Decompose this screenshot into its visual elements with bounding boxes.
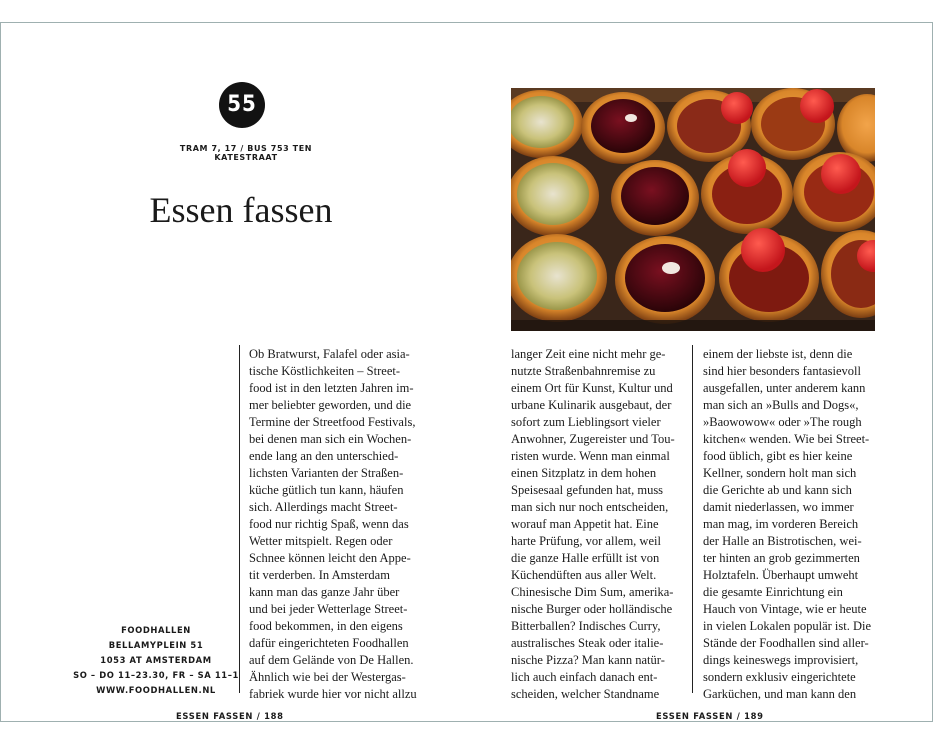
text-line: sondern exklusiv eingerichtete xyxy=(703,670,856,684)
text-line: food ist in den letzten Jahren im- xyxy=(249,381,414,395)
text-line: ter hinten an grob gezimmerten xyxy=(703,551,860,565)
text-line: harte Prüfung, vor allem, weil xyxy=(511,534,661,548)
left-text-column xyxy=(249,346,421,703)
tartlets-image xyxy=(511,88,875,331)
text-line: lichsten Varianten der Straßen- xyxy=(249,466,404,480)
text-line: und bei jeder Wetterlage Street- xyxy=(249,602,408,616)
text-line: Hauch von Vintage, wie er heute xyxy=(703,602,867,616)
text-line: tische Köstlichkeiten – Street- xyxy=(249,364,401,378)
text-line: sofort zum Lieblingsort vieler xyxy=(511,415,661,429)
right-column-rule xyxy=(692,345,693,693)
venue-info-line: BELLAMYPLEIN 51 xyxy=(108,640,204,650)
text-line: Anwohner, Zugereister und Tou- xyxy=(511,432,675,446)
text-line: nische Pizza? Man kann natür- xyxy=(511,653,665,667)
venue-info-line: SO – DO 11–23.30, FR – SA 11–1 xyxy=(73,670,239,680)
right-text-column-1 xyxy=(511,346,683,703)
text-line: risten wurde. Wenn man einmal xyxy=(511,449,670,463)
text-line: urbane Kulinarik ausgebaut, der xyxy=(511,398,672,412)
text-line: food üblich, gibt es hier keine xyxy=(703,449,853,463)
page-title: Essen fassen xyxy=(149,190,333,230)
text-line: langer Zeit eine nicht mehr ge- xyxy=(511,347,666,361)
text-line: dings keineswegs improvisiert, xyxy=(703,653,859,667)
text-line: Speisesaal gefunden hat, muss xyxy=(511,483,664,497)
text-line: Bitterballen? Indisches Curry, xyxy=(511,619,661,633)
venue-info-line: FOODHALLEN xyxy=(121,625,191,635)
text-line: nische Burger oder holländische xyxy=(511,602,673,616)
text-line: man sich an »Bulls and Dogs«, xyxy=(703,398,859,412)
text-line: scheiden, welcher Standname xyxy=(511,687,660,701)
text-line: einem Ort für Kunst, Kultur und xyxy=(511,381,673,395)
venue-info-line: 1053 AT AMSTERDAM xyxy=(100,655,212,665)
text-line: in vielen Lokalen populär ist. Die xyxy=(703,619,872,633)
text-line: Wetter mitspielt. Regen oder xyxy=(249,534,393,548)
text-line: Chinesische Dim Sum, amerika- xyxy=(511,585,674,599)
venue-info xyxy=(61,623,251,698)
text-line: kann man das ganze Jahr über xyxy=(249,585,400,599)
text-line: ausgefallen, unter anderem kann xyxy=(703,381,866,395)
text-line: worauf man Appetit hat. Eine xyxy=(511,517,659,531)
text-line: sich. Allerdings macht Street- xyxy=(249,500,398,514)
text-line: die Gerichte ab und kann sich xyxy=(703,483,852,497)
transit-info: TRAM 7, 17 / BUS 753 TEN KATESTRAAT xyxy=(179,144,313,162)
text-line: bei denen man sich ein Wochen- xyxy=(249,432,412,446)
text-line: Termine der Streetfood Festivals, xyxy=(249,415,416,429)
text-line: dafür eingerichteten Foodhallen xyxy=(249,636,409,650)
text-line: nutzte Straßenbahnremise zu xyxy=(511,364,656,378)
text-line: mer beliebter geworden, und die xyxy=(249,398,412,412)
text-line: ende lang an den unterschied- xyxy=(249,449,399,463)
location-number-badge: 55 xyxy=(219,82,265,128)
text-line: »Baowowow« oder »The rough xyxy=(703,415,862,429)
text-line: man sich nur noch entscheiden, xyxy=(511,500,669,514)
right-text-column-2 xyxy=(703,346,875,703)
text-line: damit niederlassen, wo immer xyxy=(703,500,854,514)
text-line: Schnee können leicht den Appe- xyxy=(249,551,411,565)
text-line: food nur richtig Spaß, wenn das xyxy=(249,517,409,531)
text-line: auf dem Gelände von De Hallen. xyxy=(249,653,414,667)
right-folio: ESSEN FASSEN / 189 xyxy=(656,711,764,721)
text-line: lich auch einfach danach ent- xyxy=(511,670,658,684)
text-line: australisches Steak oder italie- xyxy=(511,636,664,650)
text-line: einen Sitzplatz in dem hohen xyxy=(511,466,657,480)
left-folio: ESSEN FASSEN / 188 xyxy=(176,711,284,721)
text-line: einem der liebste ist, denn die xyxy=(703,347,853,361)
text-line: Ähnlich wie bei der Westergas- xyxy=(249,670,406,684)
text-line: food bekommen, in den eigens xyxy=(249,619,403,633)
text-line: küche gütlich tun kann, häufen xyxy=(249,483,404,497)
text-line: Kellner, sondern holt man sich xyxy=(703,466,857,480)
venue-info-line: WWW.FOODHALLEN.NL xyxy=(96,685,216,695)
text-line: Ob Bratwurst, Falafel oder asia- xyxy=(249,347,410,361)
text-line: kitchen« wenden. Wie bei Street- xyxy=(703,432,870,446)
text-line: Küchendüften aus aller Welt. xyxy=(511,568,657,582)
text-line: die ganze Halle erfüllt ist von xyxy=(511,551,660,565)
book-spread xyxy=(0,22,933,722)
text-line: die gesamte Einrichtung ein xyxy=(703,585,843,599)
text-line: der Halle an Bistrotischen, wei- xyxy=(703,534,862,548)
text-line: sind hier besonders fantasievoll xyxy=(703,364,861,378)
text-line: Holztafeln. Überhaupt umweht xyxy=(703,568,859,582)
text-line: man mag, im vorderen Bereich xyxy=(703,517,859,531)
text-line: tit verderben. In Amsterdam xyxy=(249,568,390,582)
text-line: Stände der Foodhallen sind aller- xyxy=(703,636,869,650)
pastry-photo xyxy=(511,88,875,331)
text-line: Garküchen, und man kann den xyxy=(703,687,857,701)
text-line: fabriek wurde hier vor nicht allzu xyxy=(249,687,417,701)
